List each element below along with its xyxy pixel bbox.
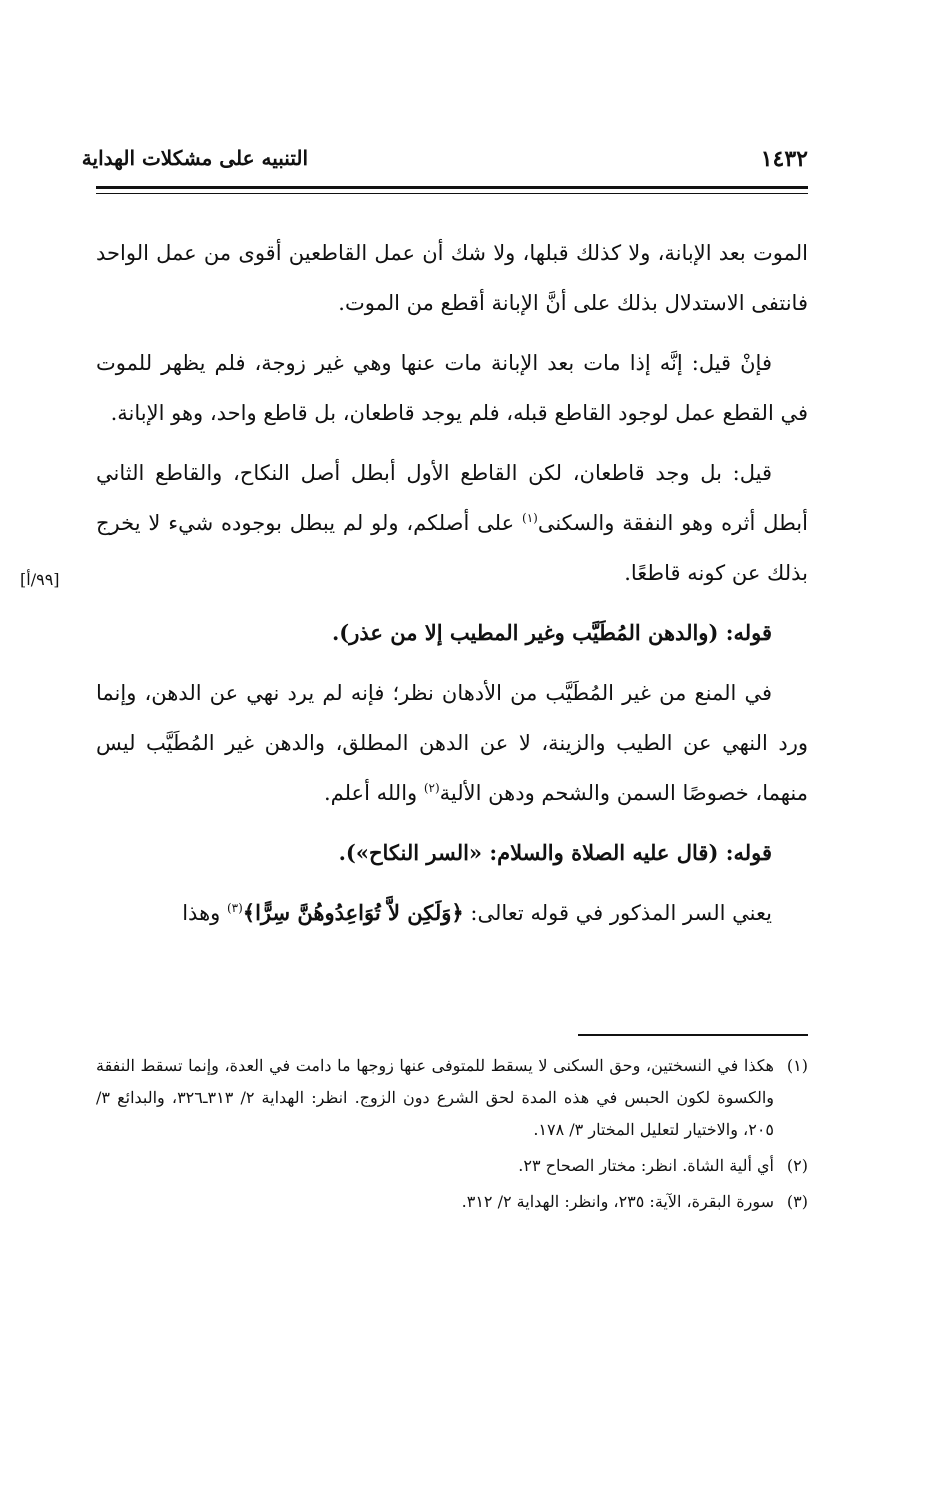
paragraph (96, 338, 808, 438)
running-header (81, 146, 808, 180)
footnote-ref: (١) (522, 511, 538, 525)
paragraph-text: وهذا (182, 901, 227, 925)
paragraph-text: على أصلكم، ولو لم يبطل بوجوده شيء لا يخرج بذلك عن كونه قاطعًا. (96, 511, 808, 585)
footnote-ref: (٣) (226, 901, 243, 915)
footnote (96, 1150, 808, 1182)
footnote-marker: (١) (786, 1056, 808, 1075)
manuscript-folio-marker: [٩٩/أ] (20, 570, 60, 589)
commentary-heading (96, 828, 808, 878)
footnote-ref: (٢) (423, 781, 440, 795)
footnote (96, 1186, 808, 1218)
quran-verse: ﴿وَلَكِن لاَّ تُوَاعِدُوهُنَّ سِرًّا﴾ (242, 900, 464, 925)
paragraph (96, 668, 808, 818)
quoted-text: (والدهن المُطَيَّب وغير المطيب إلا من عذر). (331, 620, 726, 645)
header-rule-thin (96, 193, 808, 194)
footnote (96, 1050, 808, 1146)
paragraph (96, 448, 808, 598)
heading-label: قوله: (725, 620, 772, 645)
book-title: التنبيه على مشكلات الهداية (81, 146, 308, 170)
footnote-text: هكذا في النسختين، وحق السكنى لا يسقط للمتوفى عنها زوجها ما دامت في العدة، وإنما تسقط النفقة والكسوة لكون الحبس في هذه المدة لحق الشرع دون الزوج. انظر: الهداية ٢/ ٣١٣ـ٣٢٦، والبدائع ٣/ ٢٠٥، والاختيار لتعليل المختار ٣/ ١٧٨. (96, 1056, 774, 1139)
heading-label: قوله: (725, 840, 772, 865)
paragraph (96, 228, 808, 328)
paragraph (96, 888, 808, 938)
header-rule-thick (96, 186, 808, 189)
footnote-text: أي ألية الشاة. انظر: مختار الصحاح ٢٣. (518, 1156, 774, 1175)
paragraph-text: فإنْ قيل: إنَّه إذا مات بعد الإبانة مات عنها وهي غير زوجة، فلم يظهر للموت في القطع عمل لوجود القاطع قبله، فلم يوجد قاطعان، بل قاطع واحد، وهو الإبانة. (96, 351, 808, 425)
paragraph-text: قيل: بل وجد قاطعان، لكن القاطع الأول أبطل أصل النكاح، والقاطع الثاني أبطل أثره وهو النفقة والسكنى (96, 461, 808, 535)
page-number: ١٤٣٢ (760, 146, 808, 172)
paragraph-text: الموت بعد الإبانة، ولا كذلك قبلها، ولا شك أن عمل القاطعين أقوى من عمل الواحد فانتفى الاستدلال بذلك على أنَّ الإبانة أقطع من الموت. (96, 241, 808, 315)
paragraph-text: والله أعلم. (323, 781, 424, 805)
paragraph-text: في المنع من غير المُطَيَّب من الأدهان نظر؛ فإنه لم يرد نهي عن الدهن، وإنما ورد النهي عن الطيب والزينة، لا عن الدهن المطلق، والدهن غير المُطَيَّب ليس منهما، خصوصًا السمن والشحم ودهن الألية (96, 681, 808, 805)
main-text (96, 228, 808, 948)
footnote-marker: (٢) (786, 1156, 808, 1175)
footnotes (96, 1050, 808, 1222)
paragraph-text: يعني السر المذكور في قوله تعالى: (463, 901, 772, 925)
commentary-heading (96, 608, 808, 658)
footnote-separator (578, 1034, 808, 1036)
footnote-marker: (٣) (786, 1192, 808, 1211)
footnote-text: سورة البقرة، الآية: ٢٣٥، وانظر: الهداية ٢/ ٣١٢. (461, 1192, 774, 1211)
quoted-text: (قال عليه الصلاة والسلام: «السر النكاح»). (338, 840, 726, 865)
